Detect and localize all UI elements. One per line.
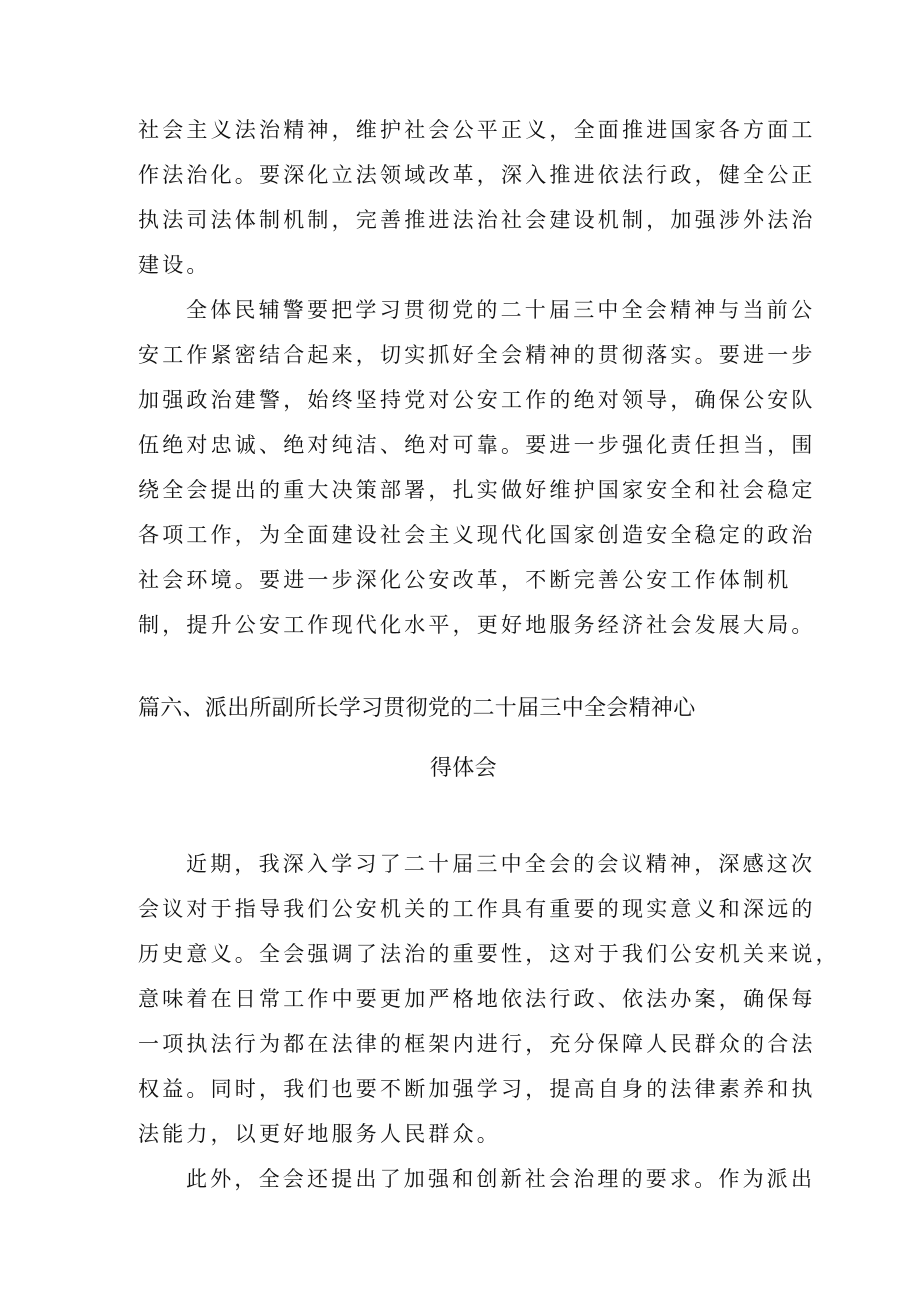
paragraph-line: 近期，我深入学习了二十届三中全会的会议精神，深感这次 [186, 852, 816, 876]
paragraph-line: 作法治化。要深化立法领域改革，深入推进依法行政，健全公正 [138, 163, 816, 187]
paragraph-line: 此外，全会还提出了加强和创新社会治理的要求。作为派出 [186, 1167, 816, 1191]
paragraph-line: 安工作紧密结合起来，切实抓好全会精神的贯彻落实。要进一步 [138, 343, 816, 367]
paragraph-line: 各项工作，为全面建设社会主义现代化国家创造安全稳定的政治 [138, 523, 816, 547]
paragraph-line: 制，提升公安工作现代化水平，更好地服务经济社会发展大局。 [138, 613, 816, 637]
paragraph-line: 意味着在日常工作中要更加严格地依法行政、依法办案，确保每 [138, 987, 816, 1011]
paragraph-line: 绕全会提出的重大决策部署，扎实做好维护国家安全和社会稳定 [138, 478, 816, 502]
paragraph-line: 会议对于指导我们公安机关的工作具有重要的现实意义和深远的 [138, 897, 816, 921]
section-heading-line-2: 得体会 [430, 756, 497, 781]
paragraph-line: 全体民辅警要把学习贯彻党的二十届三中全会精神与当前公 [186, 298, 816, 322]
paragraph-line: 历史意义。全会强调了法治的重要性，这对于我们公安机关来说， [138, 942, 840, 966]
paragraph-line: 一项执法行为都在法律的框架内进行，充分保障人民群众的合法 [138, 1032, 816, 1056]
paragraph-line: 权益。同时，我们也要不断加强学习，提高自身的法律素养和执 [138, 1077, 816, 1101]
paragraph-line: 建设。 [138, 253, 211, 277]
section-heading-line-1: 篇六、派出所副所长学习贯彻党的二十届三中全会精神心 [138, 696, 696, 721]
paragraph-line: 社会主义法治精神，维护社会公平正义，全面推进国家各方面工 [138, 118, 816, 142]
paragraph-line: 加强政治建警，始终坚持党对公安工作的绝对领导，确保公安队 [138, 388, 816, 412]
paragraph-line: 法能力，以更好地服务人民群众。 [138, 1122, 501, 1146]
paragraph-line: 社会环境。要进一步深化公安改革，不断完善公安工作体制机 [138, 568, 792, 592]
paragraph-line: 执法司法体制机制，完善推进法治社会建设机制，加强涉外法治 [138, 208, 816, 232]
paragraph-line: 伍绝对忠诚、绝对纯洁、绝对可靠。要进一步强化责任担当，围 [138, 433, 816, 457]
